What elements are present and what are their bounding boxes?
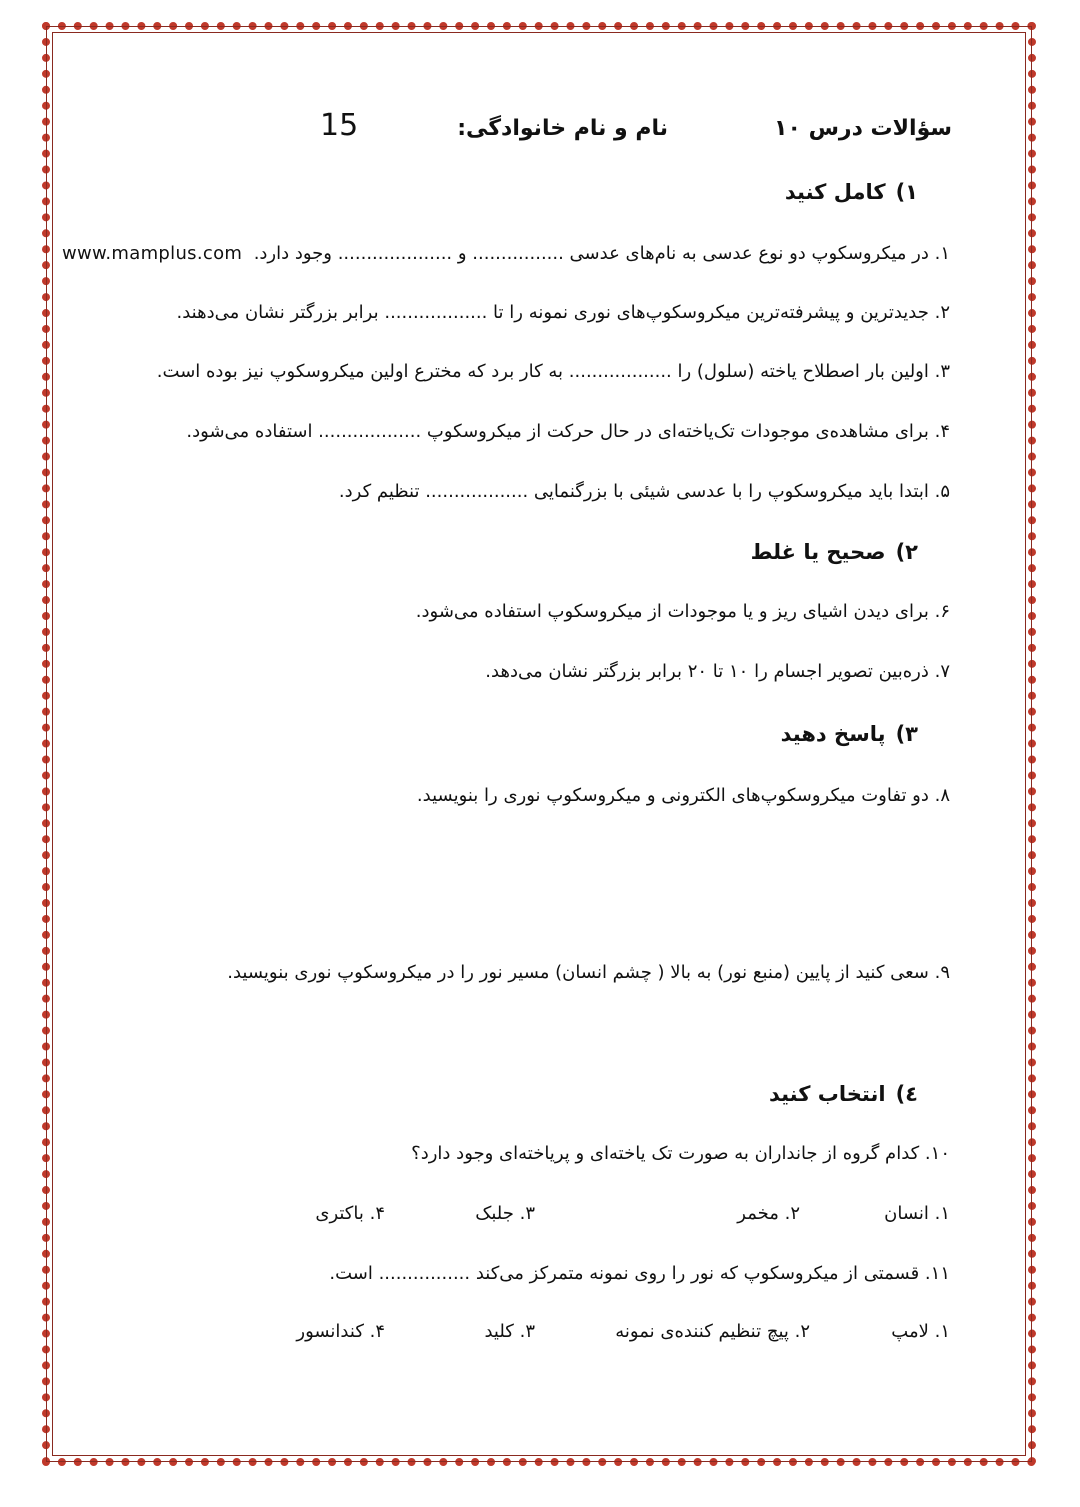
option: ۲. مخمر [737,1203,800,1224]
section-number: ۱) [895,180,918,204]
website-watermark: www.mamplus.com [62,243,243,264]
question: ۳. اولین بار اصطلاح یاخته (سلول) را .................. به کار برد که مخترع اولین میکروسکوپ نیز بوده است. [156,361,950,382]
option: ۴. باکتری [315,1203,385,1224]
section-title: صحیح یا غلط [750,540,886,564]
option: ۱. لامپ [891,1321,950,1342]
option: ۱. انسان [884,1203,950,1224]
section-number: ۳) [895,722,918,746]
score: 15 [320,108,359,143]
question: ۱. در میکروسکوپ دو نوع عدسی به نام‌های عدسی ................ و .................... وجود دارد. [253,243,950,264]
question: ۷. ذره‌بین تصویر اجسام را ۱۰ تا ۲۰ برابر بزرگتر نشان می‌دهد. [485,661,950,682]
section-number: ٤) [895,1082,918,1106]
section-number: ۲) [895,540,918,564]
section-title: انتخاب کنید [768,1082,886,1106]
section-title: کامل کنید [784,180,886,204]
question: ۶. برای دیدن اشیای ریز و یا موجودات از میکروسکوپ استفاده می‌شود. [415,601,950,622]
option: ۳. جلبک [475,1203,535,1224]
section-heading [785,180,918,204]
option: ۲. پیچ تنظیم کننده‌ی نمونه [615,1321,810,1342]
question: ۲. جدیدترین و پیشرفته‌ترین میکروسکوپ‌های نوری نمونه را تا .................. برابر بزرگتر نشان می‌دهند. [176,302,950,323]
question: ۱۱. قسمتی از میکروسکوپ که نور را روی نمونه متمرکز می‌کند ................ است. [329,1263,950,1284]
page-title: سؤالات درس ۱۰ [774,116,952,141]
question: ۵. ابتدا باید میکروسکوپ را با عدسی شیئی با بزرگنمایی .................. تنظیم کرد. [338,481,950,502]
name-label: نام و نام خانوادگی: [457,116,668,141]
option: ۴. کندانسور [296,1321,385,1342]
section-heading [781,722,918,746]
section-heading [751,540,918,564]
section-title: پاسخ دهید [780,722,886,746]
option: ۳. کلید [484,1321,535,1342]
question: ۸. دو تفاوت میکروسکوپ‌های الکترونی و میکروسکوپ نوری را بنویسید. [416,785,950,806]
question: ۴. برای مشاهده‌ی موجودات تک‌یاخته‌ای در حال حرکت از میکروسکوپ .................. استفاده می‌شود. [186,421,950,442]
section-heading [769,1082,918,1106]
question: ۱۰. کدام گروه از جانداران به صورت تک یاخته‌ای و پریاخته‌ای وجود دارد؟ [411,1143,950,1164]
question: ۹. سعی کنید از پایین (منبع نور) به بالا ( چشم انسان) مسیر نور را در میکروسکوپ نوری بنویسید. [227,962,950,983]
